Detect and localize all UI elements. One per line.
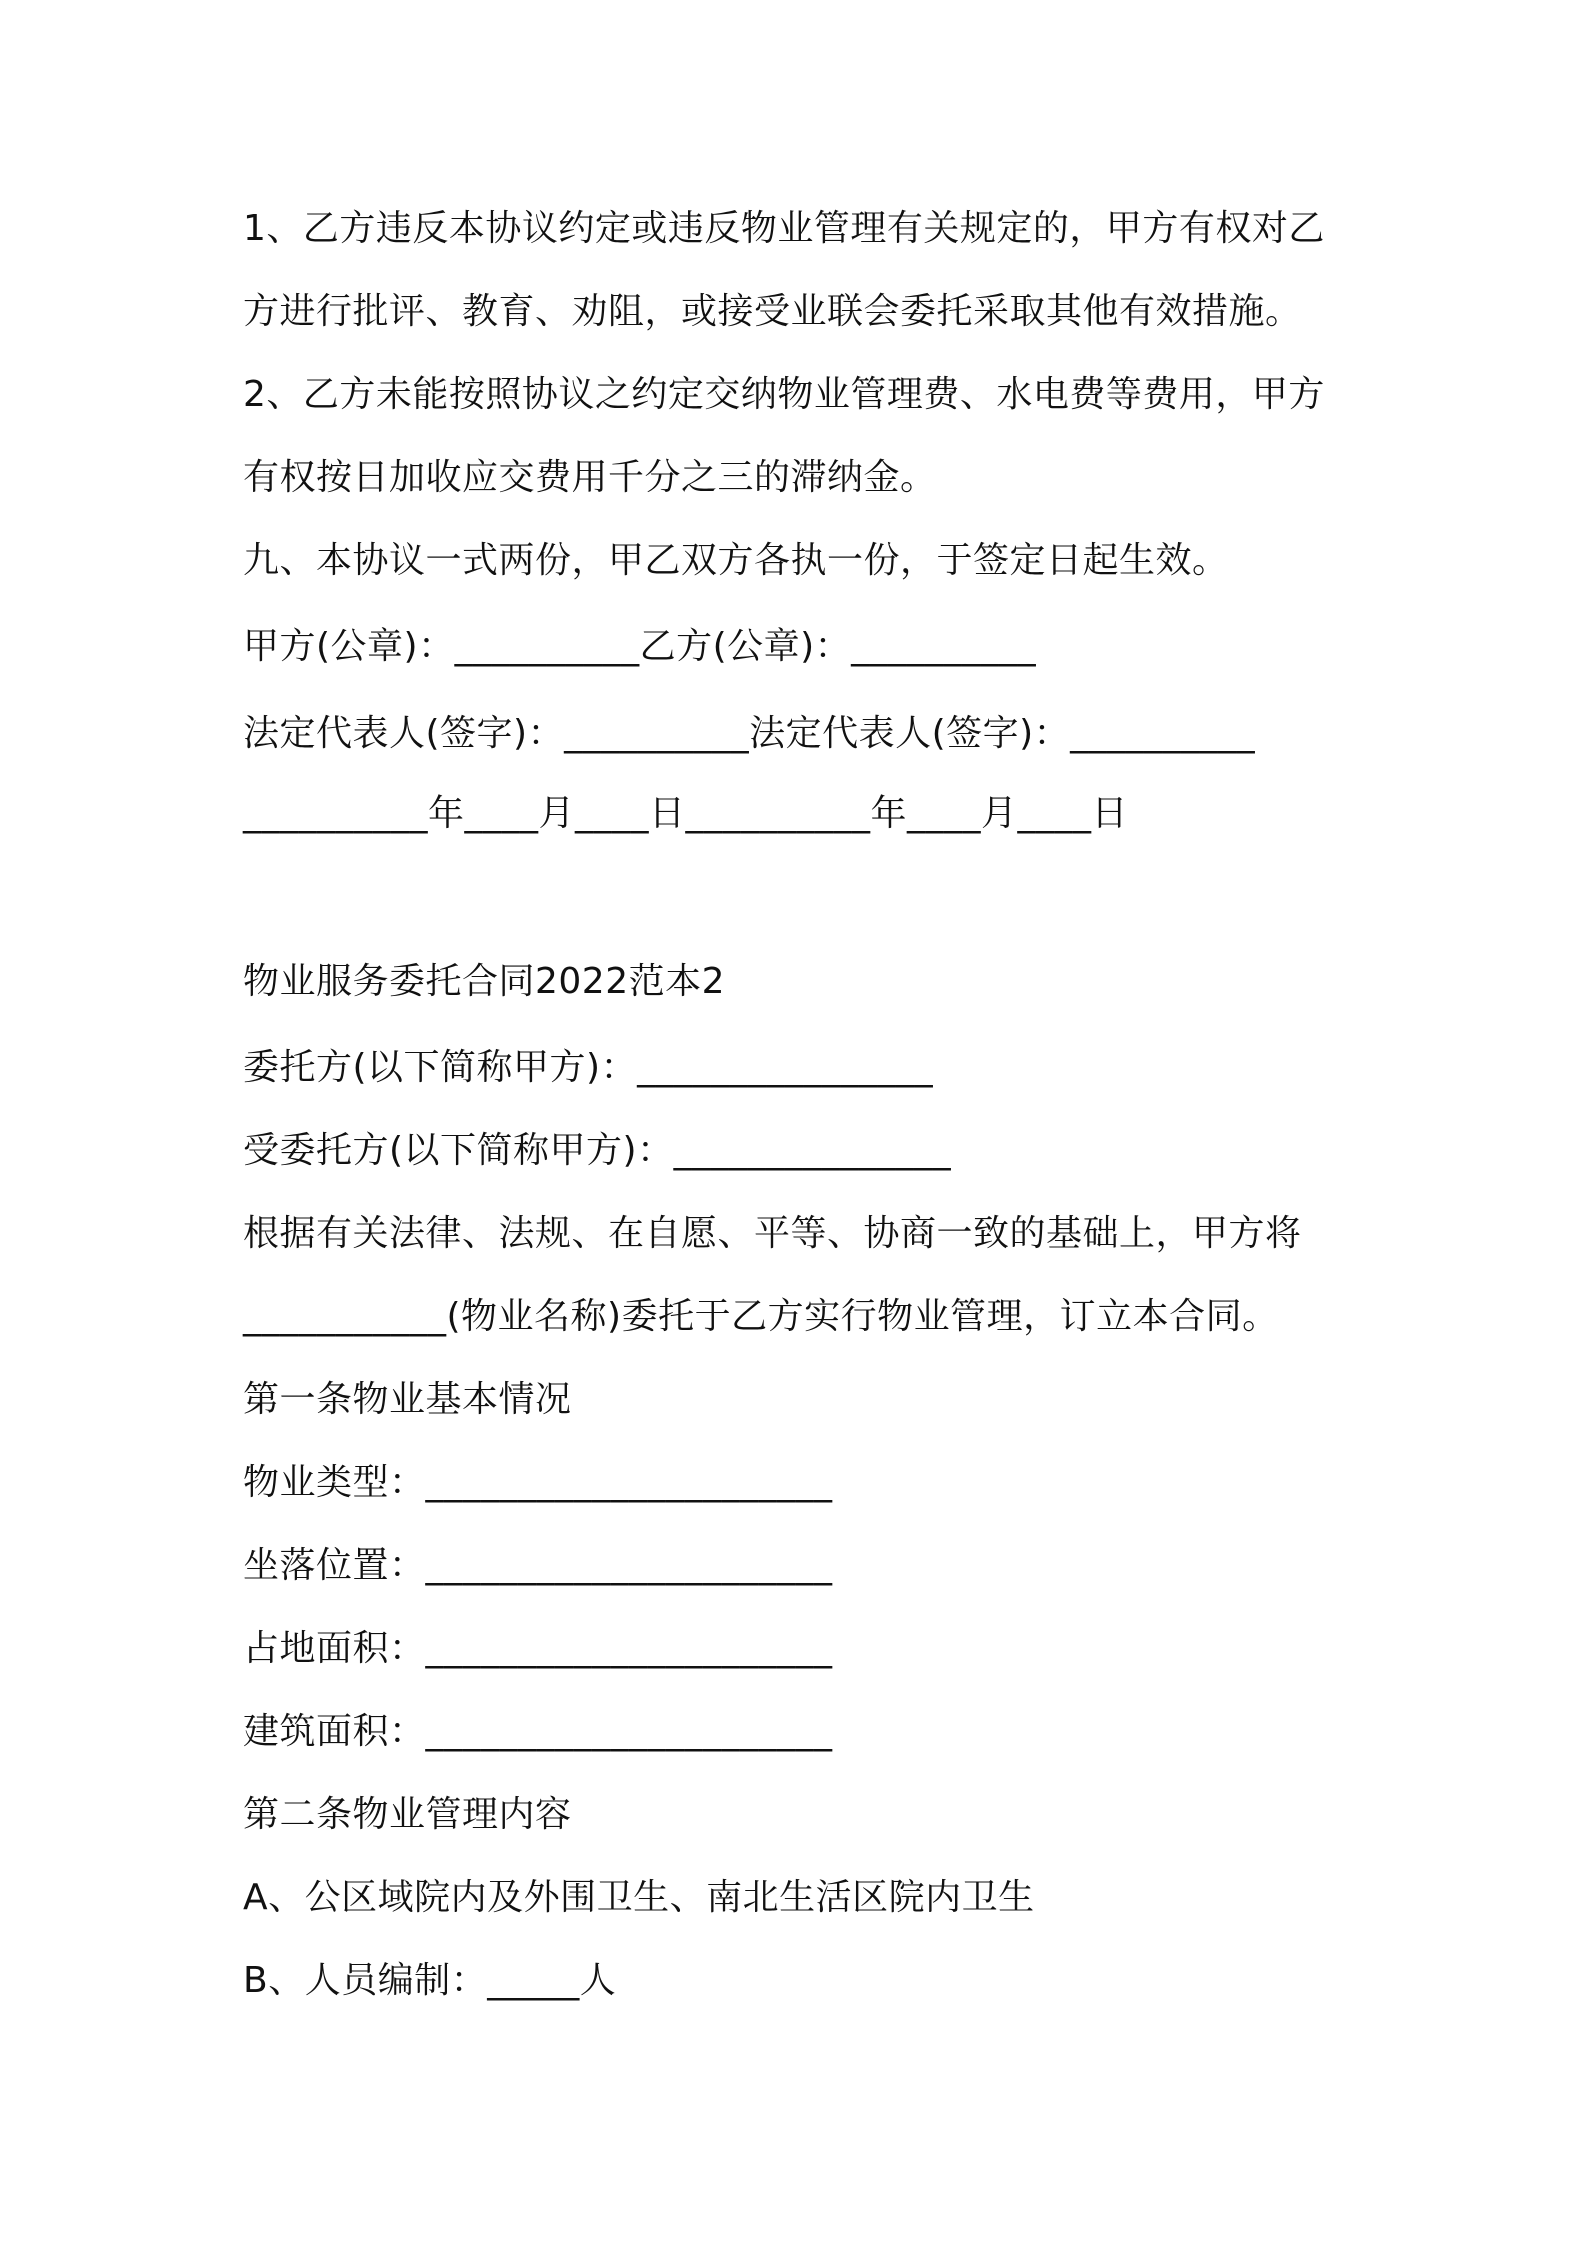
representative-signature-line: 法定代表人(签字)：__________法定代表人(签字)：__________ — [243, 713, 1256, 754]
location-line: 坐落位置：______________________ — [243, 1545, 833, 1586]
intro-line-1: 根据有关法律、法规、在自愿、平等、协商一致的基础上，甲方将 — [243, 1213, 1302, 1254]
building-area-line: 建筑面积：______________________ — [243, 1711, 833, 1752]
paragraph-2-line-1: 2、乙方未能按照协议之约定交纳物业管理费、水电费等费用，甲方 — [243, 374, 1325, 415]
item-b: B、人员编制：_____人 — [243, 1960, 617, 2001]
article-1-heading: 第一条物业基本情况 — [243, 1379, 572, 1420]
client-line: 委托方(以下简称甲方)：________________ — [243, 1047, 934, 1088]
contract-title: 物业服务委托合同2022范本2 — [243, 961, 726, 1002]
seal-signature-line: 甲方(公章)：__________乙方(公章)：__________ — [243, 626, 1037, 667]
trustee-line: 受委托方(以下简称甲方)：_______________ — [243, 1130, 952, 1171]
intro-line-2: ___________(物业名称)委托于乙方实行物业管理，订立本合同。 — [243, 1296, 1279, 1337]
paragraph-1-line-2: 方进行批评、教育、劝阻，或接受业联会委托采取其他有效措施。 — [243, 291, 1302, 332]
paragraph-1-line-1: 1、乙方违反本协议约定或违反物业管理有关规定的，甲方有权对乙 — [243, 208, 1325, 249]
date-line: __________年____月____日__________年____月____日 — [243, 793, 1128, 834]
clause-9: 九、本协议一式两份，甲乙双方各执一份，于签定日起生效。 — [243, 540, 1229, 581]
item-a: A、公区域院内及外围卫生、南北生活区院内卫生 — [243, 1877, 1035, 1918]
property-type-line: 物业类型：______________________ — [243, 1462, 833, 1503]
land-area-line: 占地面积：______________________ — [243, 1628, 833, 1669]
paragraph-2-line-2: 有权按日加收应交费用千分之三的滞纳金。 — [243, 457, 937, 498]
article-2-heading: 第二条物业管理内容 — [243, 1794, 572, 1835]
